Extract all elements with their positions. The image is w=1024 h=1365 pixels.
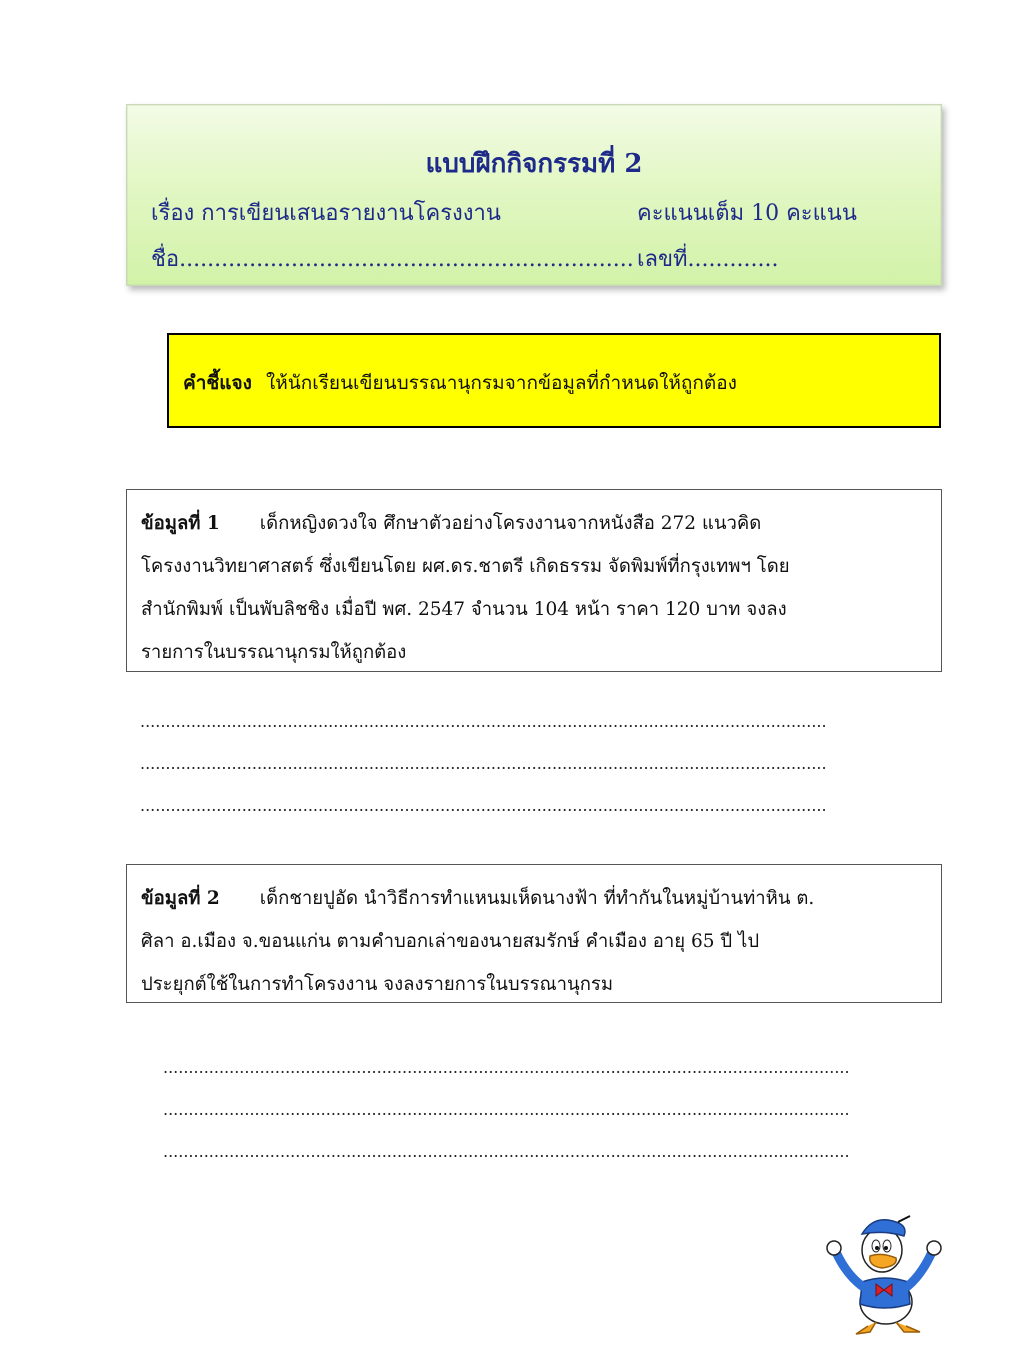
number-field: เลขที่............. [637,247,779,272]
info-box-1 [126,489,942,672]
info1-line: สำนักพิมพ์ เป็นพับลิชชิง เมื่อปี พศ. 2547 จำนวน 104 หน้า ราคา 120 บาท จงลง [141,599,787,620]
answer-line-2a: ....................................................................................................................................... [163,1058,850,1077]
instruction-label: คำชี้แจง [183,372,252,394]
info2-line: ประยุกต์ใช้ในการทำโครงงาน จงลงรายการในบรรณานุกรม [141,974,614,995]
full-score: คะแนนเต็ม 10 คะแนน [637,201,857,226]
duck-cartoon-icon [824,1204,944,1339]
info2-line: ศิลา อ.เมือง จ.ขอนแก่น ตามคำบอกเล่าของนายสมรักษ์ คำเมือง อายุ 65 ปี ไป [141,931,760,952]
answer-line-1b: ....................................................................................................................................... [140,754,827,773]
info1-line: รายการในบรรณานุกรมให้ถูกต้อง [141,642,407,663]
info2-line: ข้อมูลที่ 2 เด็กชายปูอัด นำวิธีการทำแหนมเห็ดนางฟ้า ที่ทำกันในหมู่บ้านท่าหิน ต. [141,888,815,909]
info-box-2 [126,864,942,1003]
instruction-box [167,333,941,428]
answer-line-1a: ....................................................................................................................................... [140,712,827,731]
name-field: ชื่อ................................................................. [151,247,634,272]
subject-line: เรื่อง การเขียนเสนอรายงานโครงงาน [151,201,501,226]
info1-line: ข้อมูลที่ 1 เด็กหญิงดวงใจ ศึกษาตัวอย่างโครงงานจากหนังสือ 272 แนวคิด [141,513,762,534]
info1-line: โครงงานวิทยาศาสตร์ ซึ่งเขียนโดย ผศ.ดร.ชาตรี เกิดธรรม จัดพิมพ์ที่กรุงเทพฯ โดย [141,556,790,577]
info1-label: ข้อมูลที่ 1 [141,513,220,534]
instruction-body: ให้นักเรียนเขียนบรรณานุกรมจากข้อมูลที่กำหนดให้ถูกต้อง [265,372,737,394]
worksheet-title: แบบฝึกกิจกรรมที่ 2 [425,149,643,179]
instruction-text [183,368,737,398]
info2-label: ข้อมูลที่ 2 [141,888,220,909]
answer-line-1c: ....................................................................................................................................... [140,796,827,815]
answer-line-2b: ....................................................................................................................................... [163,1100,850,1119]
answer-line-2c: ....................................................................................................................................... [163,1142,850,1161]
worksheet-header [126,104,942,286]
